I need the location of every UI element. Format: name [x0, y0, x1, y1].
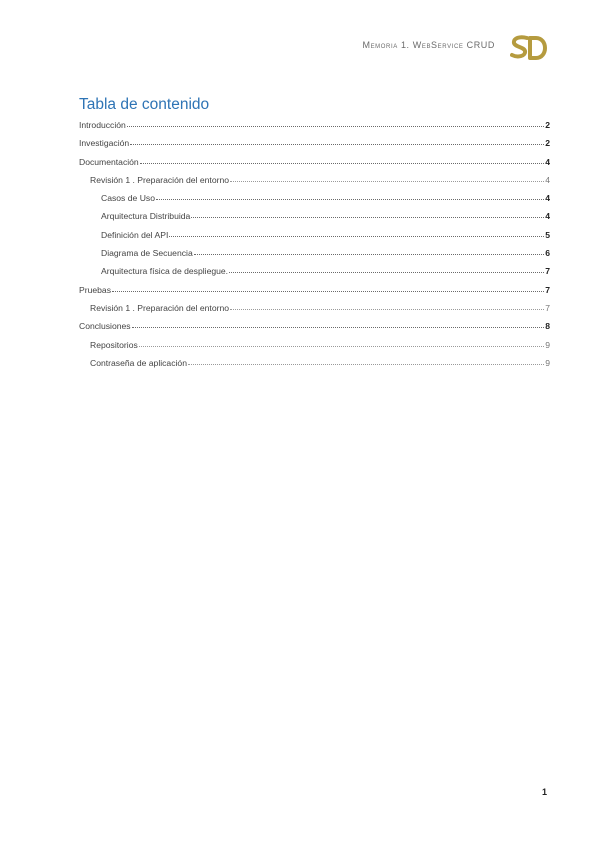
toc-entry-page: 4 [545, 211, 550, 222]
toc-list [79, 120, 550, 376]
toc-entry-page: 7 [545, 284, 550, 295]
toc-leader-dots [139, 346, 544, 347]
toc-entry-page: 6 [545, 248, 550, 259]
toc-entry-page: 2 [545, 138, 550, 149]
toc-entry[interactable] [79, 285, 550, 303]
toc-entry-label: Repositorios [90, 339, 138, 350]
toc-entry-label: Documentación [79, 156, 139, 167]
toc-entry-label: Definición del API [101, 229, 169, 240]
toc-entry[interactable] [79, 120, 550, 138]
toc-entry[interactable] [79, 193, 550, 211]
toc-entry[interactable] [79, 175, 550, 193]
toc-entry-page: 9 [545, 339, 550, 350]
document-title: Memoria 1. WebService CRUD [362, 40, 495, 50]
toc-leader-dots [230, 309, 544, 310]
toc-entry-label: Casos de Uso [101, 193, 155, 204]
toc-leader-dots [132, 327, 545, 328]
page-header [0, 34, 599, 64]
toc-entry-page: 7 [545, 266, 550, 277]
toc-leader-dots [127, 126, 544, 127]
toc-leader-dots [230, 181, 544, 182]
sd-logo-icon [510, 34, 550, 62]
toc-entry[interactable] [79, 230, 550, 248]
toc-entry-page: 7 [545, 302, 550, 313]
toc-leader-dots [112, 291, 544, 292]
toc-entry-page: 4 [545, 193, 550, 204]
toc-entry[interactable] [79, 340, 550, 358]
page-number: 1 [542, 787, 548, 797]
toc-entry-page: 5 [545, 229, 550, 240]
toc-leader-dots [194, 254, 544, 255]
toc-leader-dots [156, 199, 544, 200]
toc-entry[interactable] [79, 157, 550, 175]
toc-leader-dots [188, 364, 544, 365]
toc-entry-page: 4 [545, 174, 550, 185]
toc-entry-label: Introducción [79, 120, 126, 130]
toc-entry-page: 2 [545, 120, 550, 130]
table-of-contents [79, 96, 550, 376]
toc-entry-page: 9 [545, 357, 550, 368]
toc-entry-label: Conclusiones [79, 321, 131, 332]
toc-entry[interactable] [79, 358, 550, 376]
toc-entry-label: Revisión 1 . Preparación del entorno [90, 174, 230, 185]
toc-leader-dots [191, 217, 544, 218]
toc-entry-label: Diagrama de Secuencia [101, 248, 193, 259]
toc-heading: Tabla de contenido [79, 96, 210, 113]
toc-entry[interactable] [79, 321, 550, 339]
toc-entry-label: Arquitectura Distribuida [101, 211, 191, 222]
toc-entry-label: Arquitectura física de despliegue. [101, 266, 229, 277]
toc-entry[interactable] [79, 266, 550, 284]
toc-entry-page: 4 [545, 156, 550, 167]
toc-leader-dots [169, 236, 544, 237]
toc-entry-label: Investigación [79, 138, 130, 149]
toc-entry[interactable] [79, 138, 550, 156]
toc-entry-label: Pruebas [79, 284, 112, 295]
toc-entry[interactable] [79, 303, 550, 321]
toc-entry-label: Revisión 1 . Preparación del entorno [90, 302, 230, 313]
toc-leader-dots [229, 272, 544, 273]
toc-entry[interactable] [79, 248, 550, 266]
toc-entry-label: Contraseña de aplicación [90, 357, 187, 368]
toc-entry-page: 8 [545, 321, 550, 332]
toc-entry[interactable] [79, 211, 550, 229]
toc-leader-dots [140, 163, 545, 164]
toc-leader-dots [130, 144, 544, 145]
